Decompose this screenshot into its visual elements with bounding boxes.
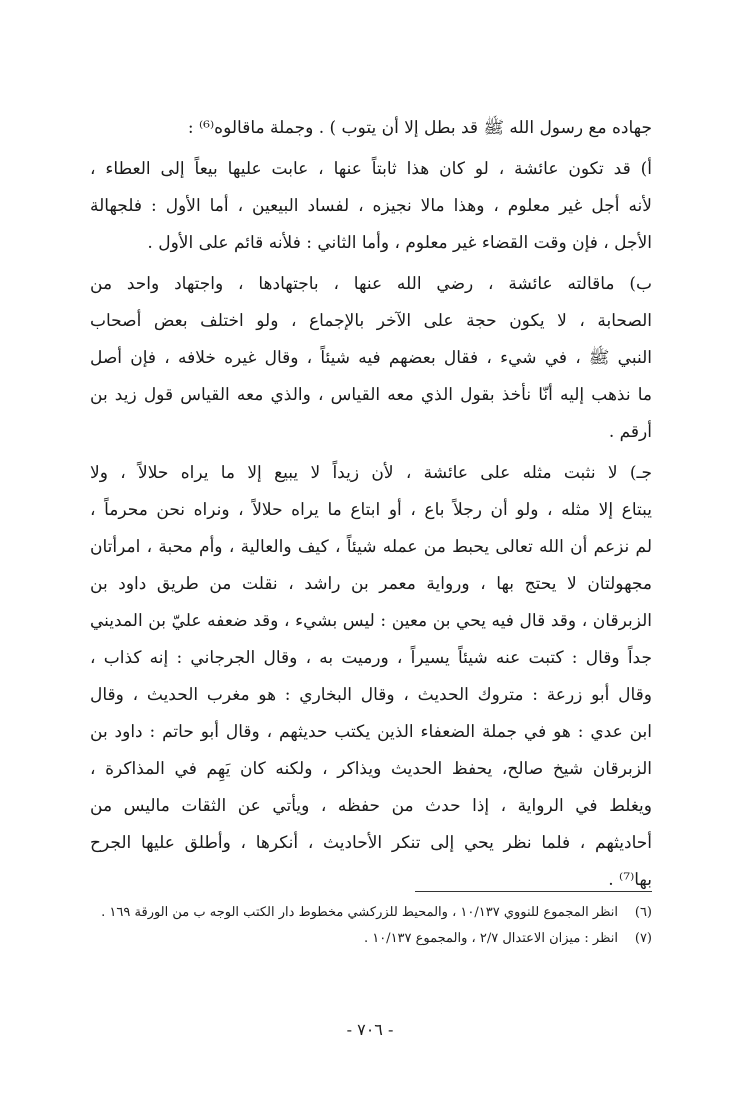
footnote-number: (٧): [634, 931, 652, 946]
text-line: ما نذهب إليه أنّا نأخذ بقول الذي معه القياس ، والذي معه القياس قول زيد بن: [90, 385, 652, 405]
text-line: مجهولتان لا يحتج بها ، ورواية معمر بن راشد ، نقلت من طريق داود بن: [90, 574, 652, 594]
paragraph-jim: [90, 455, 652, 899]
footnote-item: [90, 900, 652, 926]
text-line: ويغلط في الرواية ، إذا حدث من حفظه ، ويأتي عن الثقات ماليس من: [90, 796, 652, 816]
text-line: الزبرقان ، وقد قال فيه يحي بن معين : ليس بشيء ، وقد ضعفه عليّ بن المديني: [90, 611, 652, 631]
footnote-item: [90, 926, 652, 952]
text-line: جهاده مع رسول الله ﷺ قد بطل إلا أن يتوب ) . وجملة ماقالوه⁽⁶⁾ :: [187, 118, 652, 138]
text-line: يبتاع إلا مثله ، ولو أن رجلاً باع ، أو ابتاع ما يراه حلالاً ، ونراه نحن محرماً ،: [90, 500, 652, 520]
text-line: الزبرقان شيخ صالح، يحفظ الحديث ويذاكر ، ولكنه كان يَهِم في المذاكرة ،: [90, 759, 652, 779]
footnote-text: انظر المجموع للنووي ١٠/١٣٧ ، والمحيط للزركشي مخطوط دار الكتب الوجه ب من الورقة ١٦٩ .: [101, 905, 618, 920]
paragraph-intro: [90, 110, 652, 147]
text-line: الأجل ، فإن وقت القضاء غير معلوم ، وأما الثاني : فلأنه قائم على الأول .: [147, 233, 652, 253]
text-line: بها⁽⁷⁾ .: [608, 870, 652, 890]
text-line: جـ) لا نثبت مثله على عائشة ، لأن زيداً لا يبيع إلا ما يراه حلالاً ، ولا: [90, 463, 652, 483]
footnote-divider: [415, 891, 652, 892]
text-line: لأنه أجل غير معلوم ، وهذا مالا نجيزه ، لفساد البيعين ، أما الأول : فلجهالة: [90, 196, 652, 216]
text-line: ب) ماقالته عائشة ، رضي الله عنها ، باجتهادها ، واجتهاد واحد من: [90, 274, 652, 294]
text-line: أ) قد تكون عائشة ، لو كان هذا ثابتاً عنها ، عابت عليها بيعاً إلى العطاء ،: [90, 159, 652, 179]
text-line: لم نزعم أن الله تعالى يحبط من عمله شيئاً ، كيف والعالية ، وأم محبة ، امرأتان: [90, 537, 652, 557]
footnote-text: انظر : ميزان الاعتدال ٢/٧ ، والمجموع ١٠/١٣٧ .: [363, 931, 618, 946]
text-line: أحاديثهم ، فلما نظر يحي إلى تنكر الأحاديث ، أنكرها ، وأطلق عليها الجرح: [90, 833, 652, 853]
text-line: أرقم .: [608, 422, 652, 442]
paragraph-alif: [90, 151, 652, 262]
page-number: - ٧٠٦ -: [346, 1020, 394, 1039]
text-line: ابن عدي : هو في جملة الضعفاء الذين يكتب حديثهم ، وقال أبو حاتم : داود بن: [90, 722, 652, 742]
text-line: الصحابة ، لا يكون حجة على الآخر بالإجماع ، ولو اختلف بعض أصحاب: [90, 311, 652, 331]
paragraph-ba: [90, 266, 652, 451]
text-line: النبي ﷺ ، في شيء ، فقال بعضهم فيه شيئاً ، وقال غيره خلافه ، فإن أصل: [90, 348, 652, 368]
text-line: وقال أبو زرعة : متروك الحديث ، وقال البخاري : هو مغرب الحديث ، وقال: [90, 685, 652, 705]
text-line: جداً وقال : كتبت عنه شيئاً يسيراً ، ورميت به ، وقال الجرجاني : إنه كذاب ،: [90, 648, 652, 668]
footnote-number: (٦): [634, 905, 652, 920]
footnotes: [90, 900, 652, 952]
main-text: [90, 110, 652, 903]
